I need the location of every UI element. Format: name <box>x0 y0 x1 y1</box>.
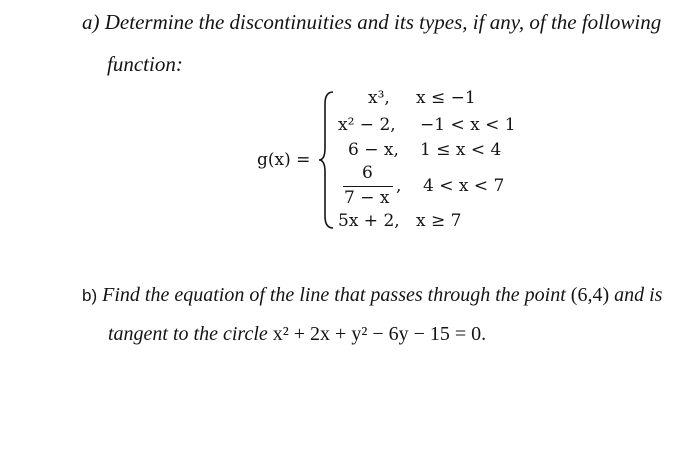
part-a-line-2 <box>107 52 183 77</box>
part-a-question-continuation: function: <box>107 52 183 76</box>
part-b-line-2 <box>108 323 486 346</box>
part-b-question-continuation: tangent to the circle <box>108 323 268 345</box>
case-4-denominator: 7 − x <box>344 188 390 208</box>
case-1-expression: x³, <box>368 88 390 108</box>
case-4-condition: 4 < x < 7 <box>423 176 505 196</box>
case-3-condition: 1 ≤ x < 4 <box>420 140 502 160</box>
case-5-expression: 5x + 2, <box>338 211 400 231</box>
case-5-condition: x ≥ 7 <box>416 211 462 231</box>
circle-equation: x² + 2x + y² − 6y − 15 = 0. <box>272 323 487 345</box>
case-4-numerator: 6 <box>362 163 373 183</box>
function-lhs: g(x) = <box>257 150 311 170</box>
part-b-question-text: Find the equation of the line that passes through the point <box>102 284 566 306</box>
case-2-expression: x² − 2, <box>338 115 396 135</box>
part-b-line-1 <box>82 284 662 307</box>
case-3-expression: 6 − x, <box>348 140 399 160</box>
case-4-comma: , <box>396 176 402 196</box>
part-b-label: b) <box>82 286 98 305</box>
part-a-label: a) <box>82 10 100 34</box>
case-1-condition: x ≤ −1 <box>416 88 476 108</box>
part-a-question-text: Determine the discontinuities and its types, if any, of the following <box>104 10 662 34</box>
part-a-line-1 <box>82 10 661 35</box>
part-b-question-end: and is <box>614 284 663 306</box>
part-b-point: (6,4) <box>570 284 610 306</box>
case-2-condition: −1 < x < 1 <box>420 115 516 135</box>
left-brace <box>318 90 336 230</box>
